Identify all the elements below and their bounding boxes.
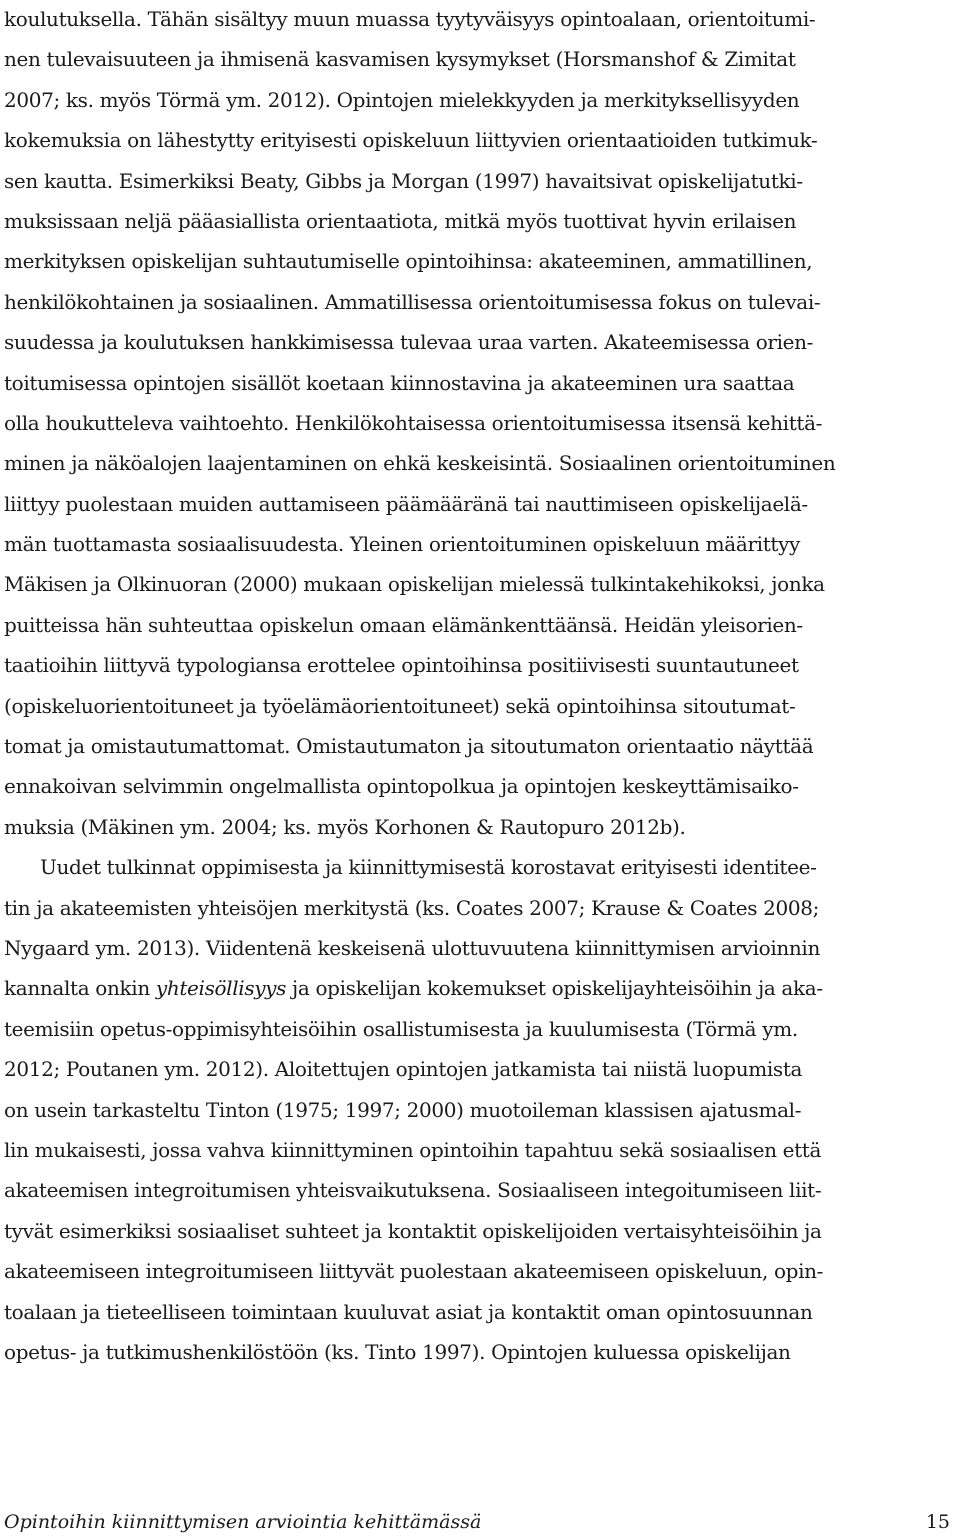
text-line: akateemisen integroitumisen yhteisvaikutuksena. Sosiaaliseen integoitumiseen liit- <box>4 1178 822 1203</box>
text-line: sen kautta. Esimerkiksi Beaty, Gibbs ja Morgan (1997) havaitsivat opiskelijatutki- <box>4 168 803 193</box>
text-line-with-emphasis <box>4 968 956 1008</box>
text-line: on usein tarkasteltu Tinton (1975; 1997; 2000) muotoileman klassisen ajatusmal- <box>4 1097 802 1122</box>
text-line: toitumisessa opintojen sisällöt koetaan kiinnostavina ja akateeminen ura saattaa <box>4 370 795 395</box>
text-line: puitteissa hän suhteuttaa opiskelun omaan elämänkenttäänsä. Heidän yleisorien- <box>4 612 803 637</box>
text-run: kannalta onkin <box>4 976 156 1001</box>
text-line: (opiskeluorientoituneet ja työelämäorientoituneet) sekä opintoihinsa sitoutumat- <box>4 693 796 718</box>
body-paragraph-1 <box>4 0 956 847</box>
text-line: teemisiin opetus-oppimisyhteisöihin osallistumisesta ja kuulumisesta (Törmä ym. <box>4 1016 798 1041</box>
text-line: Mäkisen ja Olkinuoran (2000) mukaan opiskelijan mielessä tulkintakehikoksi, jonka <box>4 572 825 597</box>
text-line: merkityksen opiskelijan suhtautumiselle opintoihinsa: akateeminen, ammatillinen, <box>4 249 813 274</box>
page-number: 15 <box>925 1511 950 1533</box>
text-line: Nygaard ym. 2013). Viidentenä keskeisenä ulottuvuutena kiinnittymisen arvioinnin <box>4 935 821 960</box>
text-line: taatioihin liittyvä typologiansa erottelee opintoihinsa positiivisesti suuntautuneet <box>4 653 799 678</box>
text-line: tomat ja omistautumattomat. Omistautumaton ja sitoutumaton orientaatio näyttää <box>4 734 814 759</box>
text-line: Uudet tulkinnat oppimisesta ja kiinnittymisestä korostavat erityisesti identiteе- <box>40 855 817 880</box>
text-line: henkilökohtainen ja sosiaalinen. Ammatillisessa orientoitumisessa fokus on tulevai- <box>4 289 821 314</box>
text-line: akateemiseen integroitumiseen liittyvät puolestaan akateemiseen opiskeluun, opin- <box>4 1259 824 1284</box>
text-line: 2007; ks. myös Törmä ym. 2012). Opintojen mielekkyyden ja merkityksellisyyden <box>4 87 800 112</box>
text-line: nen tulevaisuuteen ja ihmisenä kasvamisen kysymykset (Horsmanshof & Zimitat <box>4 47 796 72</box>
text-line: liittyy puolestaan muiden auttamiseen päämääränä tai nauttimiseen opiskelijaelä- <box>4 491 808 516</box>
text-line: kokemuksia on lähestytty erityisesti opiskeluun liittyvien orientaatioiden tutkimuk- <box>4 128 818 153</box>
text-line: lin mukaisesti, jossa vahva kiinnittyminen opintoihin tapahtuu sekä sosiaalisen että <box>4 1137 822 1162</box>
text-line: 2012; Poutanen ym. 2012). Aloitettujen opintojen jatkamista tai niistä luopumista <box>4 1057 803 1082</box>
text-line: koulutuksella. Tähän sisältyy muun muassa tyytyväisyys opintoalaan, orientoitumi- <box>4 7 816 31</box>
emphasized-term: yhteisöllisyys <box>155 976 287 1001</box>
text-line: män tuottamasta sosiaalisuudesta. Yleinen orientoituminen opiskeluun määrittyy <box>4 532 800 557</box>
text-line: minen ja näköalojen laajentaminen on ehkä keskeisintä. Sosiaalinen orientoituminen <box>4 451 836 476</box>
body-paragraph-2 <box>4 847 956 1372</box>
text-line: olla houkutteleva vaihtoehto. Henkilökohtaisessa orientoitumisessa itsensä kehittä- <box>4 410 823 435</box>
text-line: ennakoivan selvimmin ongelmallista opintopolkua ja opintojen keskeyttämisaiko- <box>4 774 799 799</box>
text-line: tyvät esimerkiksi sosiaaliset suhteet ja kontaktit opiskelijoiden vertaisyhteisöihin ja <box>4 1218 822 1243</box>
text-line: toalaan ja tieteelliseen toimintaan kuuluvat asiat ja kontaktit oman opintosuunnan <box>4 1299 813 1324</box>
page-footer <box>4 1505 950 1539</box>
running-footer-title: Opintoihin kiinnittymisen arviointia kehittämässä <box>4 1511 482 1533</box>
text-line: tin ja akateemisten yhteisöjen merkitystä (ks. Coates 2007; Krause & Coates 2008; <box>4 895 820 920</box>
text-line: suudessa ja koulutuksen hankkimisessa tulevaa uraa varten. Akateemisessa orien- <box>4 330 814 355</box>
document-page <box>4 0 956 1372</box>
text-line: muksia (Mäkinen ym. 2004; ks. myös Korhonen & Rautopuro 2012b). <box>4 814 686 839</box>
text-line: muksissaan neljä pääasiallista orientaatiota, mitkä myös tuottivat hyvin erilaisen <box>4 208 797 233</box>
text-line: opetus- ja tutkimushenkilöstöön (ks. Tinto 1997). Opintojen kuluessa opiskelijan <box>4 1339 791 1364</box>
text-run: ja opiskelijan kokemukset opiskelijayhteisöihin ja aka- <box>286 976 823 1001</box>
